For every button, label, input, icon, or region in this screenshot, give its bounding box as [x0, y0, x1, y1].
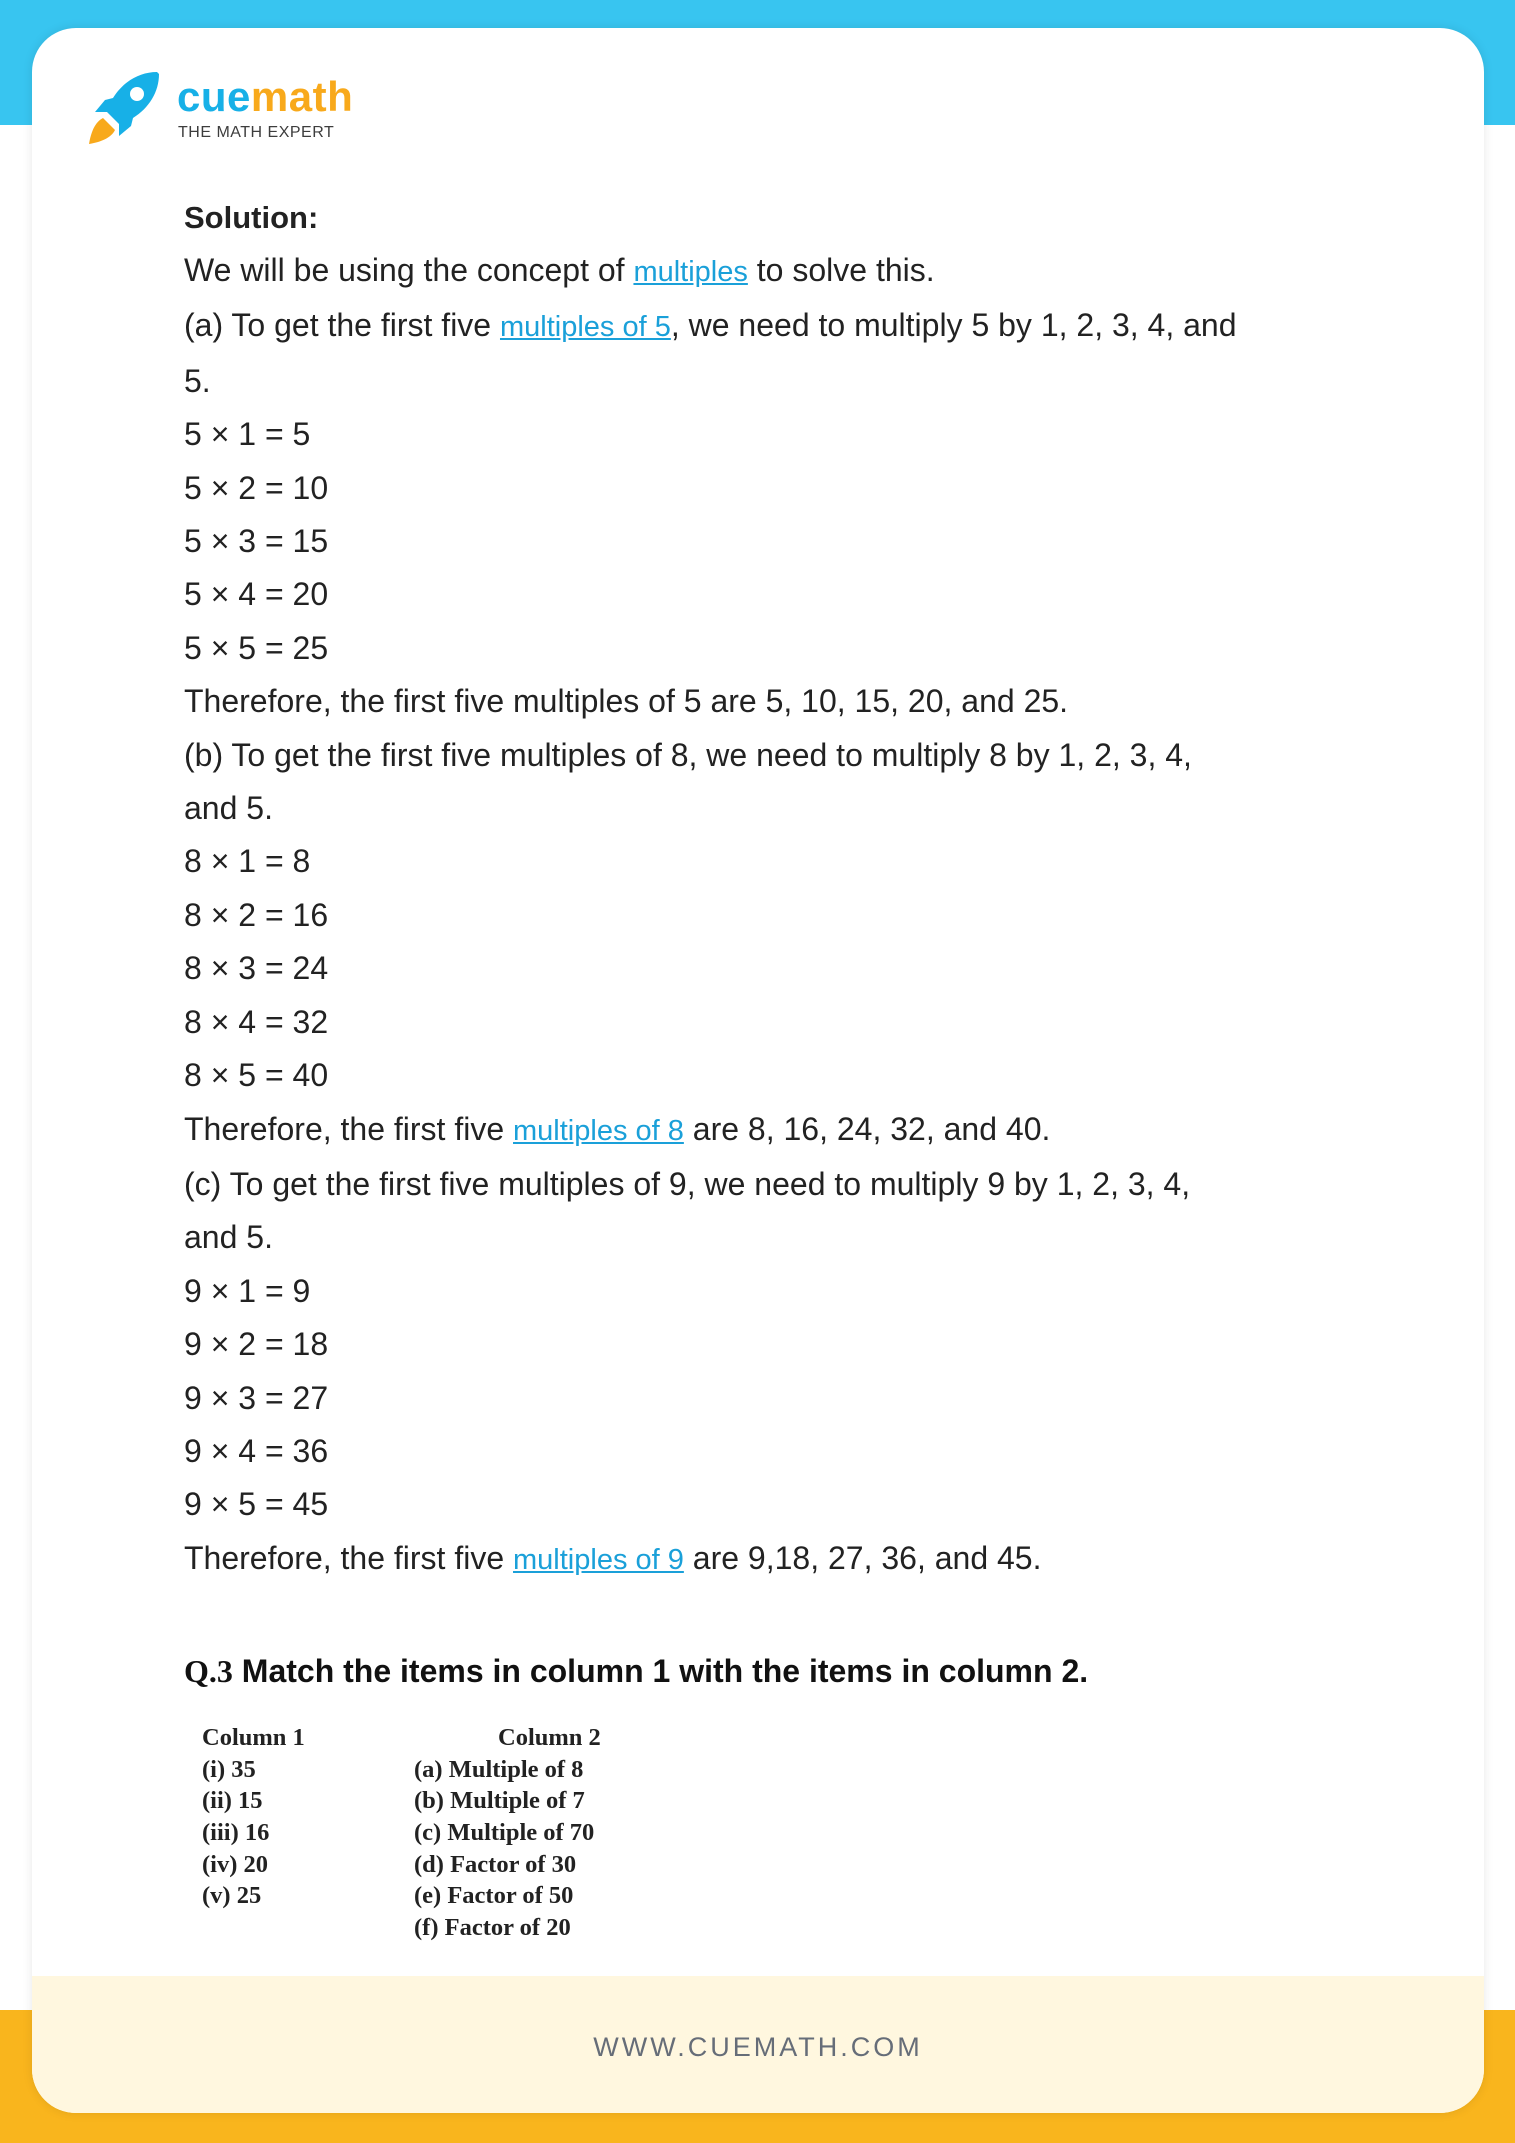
equation: 5 × 1 = 5	[184, 416, 311, 453]
part-a-intro-cont: 5.	[184, 362, 211, 399]
match-row	[202, 1754, 682, 1786]
part-c-intro-cont: and 5.	[184, 1219, 273, 1256]
brand-tagline: THE MATH EXPERT	[178, 124, 335, 141]
footer-url[interactable]: WWW.CUEMATH.COM	[593, 2032, 923, 2062]
part-a-conclusion: Therefore, the first five multiples of 5 are 5, 10, 15, 20, and 25.	[184, 683, 1069, 720]
brand-name-part1: cue	[177, 73, 251, 120]
equation: 5 × 4 = 20	[184, 576, 329, 613]
equation: 5 × 5 = 25	[184, 629, 329, 666]
column-2-item: (a) Multiple of 8	[414, 1755, 584, 1783]
column-2-item: (e) Factor of 50	[414, 1882, 574, 1910]
column-2-header: Column 2	[498, 1724, 601, 1751]
solution-content	[184, 192, 1334, 1725]
match-table	[202, 1722, 682, 1944]
column-1-header: Column 1	[202, 1724, 305, 1751]
match-row	[202, 1817, 682, 1849]
column-2-item: (d) Factor of 30	[414, 1850, 577, 1878]
question-3	[184, 1649, 1334, 1693]
equation: 9 × 5 = 45	[184, 1486, 329, 1523]
match-row	[202, 1849, 682, 1881]
part-a-intro: (a) To get the first five multiples of 5, we need to multiply 5 by 1, 2, 3, 4, and	[184, 307, 1237, 344]
column-1-item: (v) 25	[202, 1882, 262, 1910]
match-header-row	[202, 1722, 682, 1754]
equation: 9 × 1 = 9	[184, 1272, 311, 1309]
solution-heading: Solution:	[184, 200, 319, 235]
link-multiples[interactable]: multiples	[633, 256, 748, 288]
column-2-item: (b) Multiple of 7	[414, 1787, 585, 1815]
equation: 8 × 5 = 40	[184, 1057, 329, 1094]
link-multiples-of-5[interactable]: multiples of 5	[499, 311, 671, 344]
question-text: Match the items in column 1 with the items in column 2.	[232, 1653, 1089, 1690]
part-b-intro: (b) To get the first five multiples of 8, we need to multiply 8 by 1, 2, 3, 4,	[184, 736, 1192, 773]
match-row	[202, 1880, 682, 1912]
part-b-intro-cont: and 5.	[184, 790, 273, 827]
part-b-conclusion: Therefore, the first five multiples of 8 are 8, 16, 24, 32, and 40.	[184, 1110, 1051, 1147]
column-1-item: (ii) 15	[202, 1787, 263, 1815]
equation: 9 × 4 = 36	[184, 1432, 329, 1469]
footer-band	[32, 1976, 1484, 2113]
rocket-icon	[87, 70, 163, 146]
match-row	[202, 1785, 682, 1817]
equation: 9 × 2 = 18	[184, 1326, 329, 1363]
part-c-conclusion: Therefore, the first five multiples of 9 are 9,18, 27, 36, and 45.	[184, 1539, 1042, 1576]
solution-intro: We will be using the concept of multiples to solve this.	[184, 252, 935, 288]
brand-wordmark	[177, 73, 354, 120]
equation: 5 × 3 = 15	[184, 523, 329, 560]
brand-name-part2: math	[250, 73, 354, 120]
column-2-item: (c) Multiple of 70	[414, 1819, 595, 1847]
equation: 8 × 4 = 32	[184, 1003, 329, 1040]
column-1-item: (iv) 20	[202, 1850, 268, 1878]
equation: 8 × 1 = 8	[184, 843, 311, 880]
column-1-item: (iii) 16	[202, 1819, 270, 1847]
part-c-intro: (c) To get the first five multiples of 9, we need to multiply 9 by 1, 2, 3, 4,	[184, 1165, 1191, 1202]
equation: 5 × 2 = 10	[184, 469, 329, 506]
match-row	[202, 1912, 682, 1944]
equation: 8 × 3 = 24	[184, 950, 329, 987]
equation: 9 × 3 = 27	[184, 1379, 329, 1416]
cuemath-logo[interactable]	[87, 70, 357, 150]
link-multiples-of-9[interactable]: multiples of 9	[513, 1543, 684, 1576]
link-multiples-of-8[interactable]: multiples of 8	[513, 1114, 684, 1147]
question-number: Q.3	[184, 1653, 233, 1690]
column-2-item: (f) Factor of 20	[414, 1914, 571, 1942]
column-1-item: (i) 35	[202, 1755, 256, 1783]
equation: 8 × 2 = 16	[184, 896, 329, 933]
